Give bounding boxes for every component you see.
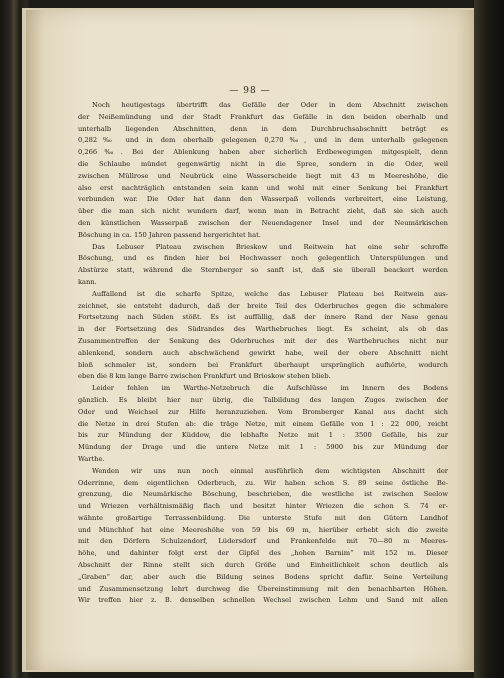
text-line: Böschung, und es finden hier bei Hochwasser noch gelegentlich Unterspülungen und (78, 254, 448, 263)
text-line: und Zusammensetzung lehrt durchweg die Übereinstimmung mit den benachbarten Höhen. (78, 584, 448, 593)
text-line: Mündung der Drage und die untere Netze mit 1 : 5900 bis zur Mündung der (78, 443, 448, 452)
text-line: zwischen Müllrose und Neubrück eine Wasserscheide liegt mit 43 m Meereshöhe, die (78, 171, 448, 180)
text-line: also erst nachträglich entstanden sein kann und wohl mit einer Senkung bei Frankfurt (78, 183, 448, 192)
text-line: mit den Dörfern Schulzendorf, Lüdersdorf und Frankenfelde mit 70—80 m Meeres- (78, 537, 448, 546)
text-line: 0,282‰ und in dem oberhalb gelegenen 0,270‰, und in dem unterhalb gelegenen (78, 136, 448, 145)
text-line: Warthe. (78, 454, 105, 463)
text-line: Noch heutigestags übertrifft das Gefälle der Oder in dem Abschnitt zwischen (92, 101, 448, 109)
text-line: Fortsetzung nach Süden stößt. Es ist auffällig, daß der innere Rand der Nase genau (78, 313, 448, 322)
text-line: grenzung, die Neumärkische Böschung, beschrieben, die westliche ist zwischen Seelow (78, 490, 448, 499)
text-line: Wenden wir uns nun noch einmal ausführlich dem wichtigsten Abschnitt der (92, 466, 448, 475)
text-line: unterhalb liegenden Abschnitten, denn in dem Durchbruchsabschnitt beträgt es (78, 124, 448, 133)
text-line: Zusammentreffen der Senkung des Oderbruches mit der des Warthebruches nicht nur (78, 336, 448, 345)
body-text (78, 100, 448, 607)
text-line: verbunden war. Die Oder hat dann den Wasserpaß vollends verbreitert, eine Leistung, (78, 195, 448, 204)
text-line: über die man sich nicht wundern darf, wenn man in Betracht zieht, daß sie sich auch (78, 207, 448, 216)
text-line: gänzlich. Es bleibt hier nur übrig, die Talbildung des langen Zuges zwischen der (78, 395, 448, 404)
text-line: Böschung in ca. 150 Jahren passend hergerichtet hat. (78, 230, 261, 239)
text-line: „Graben“ dar, aber auch die Bildung seines Bodens spricht dafür. Seine Verteilung (78, 572, 448, 581)
text-line: den künstlichen Wasserpaß zwischen der Neuendagener Insel und der Neumärkischen (78, 218, 448, 227)
text-line: kann. (78, 277, 97, 286)
text-line: Abstürze statt, während die Sternberger so sanft ist, daß sie überall beackert werden (78, 266, 448, 275)
text-line: Wir treffen hier z. B. denselben schnellen Wechsel zwischen Lehm und Sand mit allen (78, 596, 448, 605)
text-line: eben die 8 km lange Barre zwischen Frankfurt und Brieskow stehen blieb. (78, 372, 331, 381)
page-number: — 98 — (229, 86, 271, 96)
text-line: Das Lebuser Plateau zwischen Brieskow und Reitwein hat eine sehr schroffe (92, 242, 448, 251)
text-line: ablenkend, sondern auch abschwächend gewirkt habe, weil der obere Abschnitt nicht (78, 348, 448, 357)
text-line: die Schlaube mündet gegenwärtig nicht in die Spree, sondern in die Oder, weil (78, 159, 448, 168)
text-line: und Wriezen verhältnismäßig flach und besitzt hinter Wriezen die schon S. 74 er- (78, 502, 448, 511)
text-line: zeichnet, sie entsteht dadurch, daß der breite Teil des Oderbruches gegen die schmalere (78, 301, 448, 310)
text-line: Leider fehlen im Warthe-Netzebruch die Aufschlüsse im Innern des Bodens (92, 384, 448, 393)
text-line: bloß schmaler ist, sondern bei Frankfurt überhaupt ursprünglich aufhörte, wodurch (78, 360, 448, 369)
text-line: und Münchhof hat eine Meereshöhe von 59 bis 69 m, hierüber erhebt sich die zweite (78, 525, 448, 534)
text-line: Oderrinne, dem eigentlichen Oderbruch, zu. Wir haben schon S. 89 seine östliche Be- (78, 478, 448, 487)
text-line: in der Fortsetzung des Südrandes des Warthebruches liegt. Es scheint, als ob das (78, 325, 448, 334)
text-line: Abschnitt der Rinne stellt sich durch Größe und Einheitlichkeit schon deutlich als (78, 561, 448, 570)
text-line: die Netze in drei Stufen ab: die träge Netze, mit einem Gefälle von 1 : 22 000, reicht (78, 419, 448, 428)
text-line: 0,266‰. Bei der Ablenkung haben aber sicherlich Erdbewegungen mitgespielt, denn (78, 148, 448, 157)
text-line: höhe, und dahinter folgt erst der Gipfel des „hohen Barnim“ mit 152 m. Dieser (78, 549, 448, 558)
text-line: der Neißemündung und der Stadt Frankfurt das Gefälle in den beiden oberhalb und (78, 112, 448, 121)
text-line: bis zur Mündung der Küddow, die lebhafte Netze mit 1 : 3500 Gefälle, bis zur (78, 431, 448, 440)
text-line: wähnte großartige Terrassenbildung. Die unterste Stufe mit den Gütern Landhof (78, 513, 448, 522)
binding-shadow (474, 0, 504, 678)
text-line: Auffallend ist die scharfe Spitze, welche das Lebuser Plateau bei Reitwein aus- (92, 289, 448, 298)
text-line: Oder und Weichsel zur Hilfe heranzuziehen. Vom Bromberger Kanal aus dacht sich (78, 407, 448, 416)
